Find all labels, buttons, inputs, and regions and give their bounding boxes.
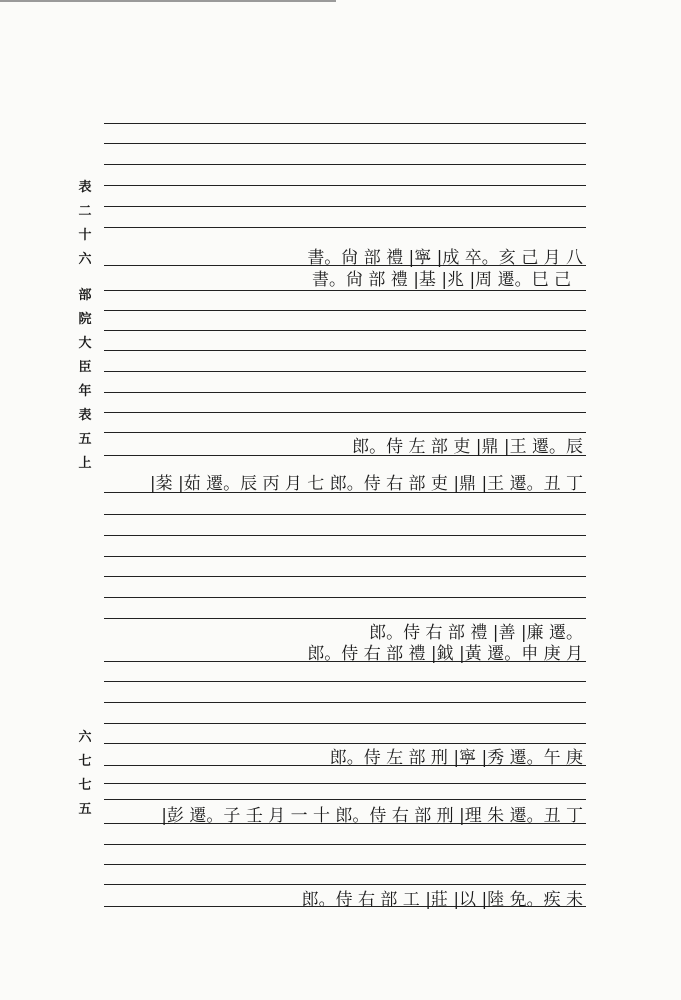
row-rule bbox=[104, 290, 586, 291]
entry-text: 郎。侍 左 部 吏 |鼎 |王 遷。辰 bbox=[352, 436, 583, 457]
row-rule bbox=[104, 412, 586, 413]
row-rule bbox=[104, 206, 586, 207]
page-top-edge bbox=[0, 0, 336, 2]
entry-text: |彭 遷。子 壬 月 一 十 郎。侍 右 部 刑 |理 朱 遷。丑 丁 bbox=[161, 805, 583, 826]
entry-row-1 bbox=[307, 244, 583, 266]
row-rule bbox=[104, 350, 586, 351]
entry-text: 書。尙 部 禮 |寧 |成 卒。亥 己 月 八 bbox=[307, 247, 583, 268]
entry-row-2 bbox=[312, 266, 571, 288]
row-rule bbox=[104, 227, 586, 228]
entry-row-8 bbox=[161, 802, 583, 824]
row-rule bbox=[104, 392, 586, 393]
entry-row-7 bbox=[330, 744, 583, 766]
row-rule bbox=[104, 864, 586, 865]
row-rule bbox=[104, 123, 586, 124]
entry-text: 書。尙 部 禮 |基 |兆 |周 遷。巳 己 bbox=[311, 269, 571, 290]
row-rule bbox=[104, 514, 586, 515]
row-rule bbox=[104, 143, 586, 144]
row-rule bbox=[104, 535, 586, 536]
entry-text: 郎。侍 右 部 禮 |善 |廉 遷。 bbox=[369, 622, 583, 643]
entry-row-3 bbox=[352, 433, 583, 455]
entry-text: 郎。侍 左 部 刑 |寧 |秀 遷。午 庚 bbox=[329, 747, 583, 768]
row-rule bbox=[104, 556, 586, 557]
page-number: 六七七五 bbox=[78, 730, 92, 817]
row-rule bbox=[104, 576, 586, 577]
row-rule bbox=[104, 844, 586, 845]
side-title: 表二十六 bbox=[78, 180, 92, 267]
row-rule bbox=[104, 310, 586, 311]
entry-row-9 bbox=[302, 886, 583, 908]
entry-text: |棻 |茹 遷。辰 丙 月 七 郎。侍 右 部 吏 |鼎 |王 遷。丑 丁 bbox=[149, 473, 583, 494]
row-rule bbox=[104, 702, 586, 703]
row-rule bbox=[104, 164, 586, 165]
entry-row-6 bbox=[307, 640, 583, 662]
entry-row-4 bbox=[150, 470, 583, 492]
row-rule bbox=[104, 681, 586, 682]
entry-text: 郎。侍 右 部 禮 |鉞 |黃 遷。申 庚 月 bbox=[307, 643, 583, 664]
entry-text: 郎。侍 右 部 工 |莊 |以 |陸 免。疾 未 bbox=[301, 889, 583, 910]
row-rule bbox=[104, 330, 586, 331]
row-rule bbox=[104, 597, 586, 598]
row-rule bbox=[104, 783, 586, 784]
row-rule bbox=[104, 371, 586, 372]
row-rule bbox=[104, 723, 586, 724]
row-rule bbox=[104, 185, 586, 186]
side-subtitle: 部院大臣年表五上 bbox=[78, 288, 92, 471]
